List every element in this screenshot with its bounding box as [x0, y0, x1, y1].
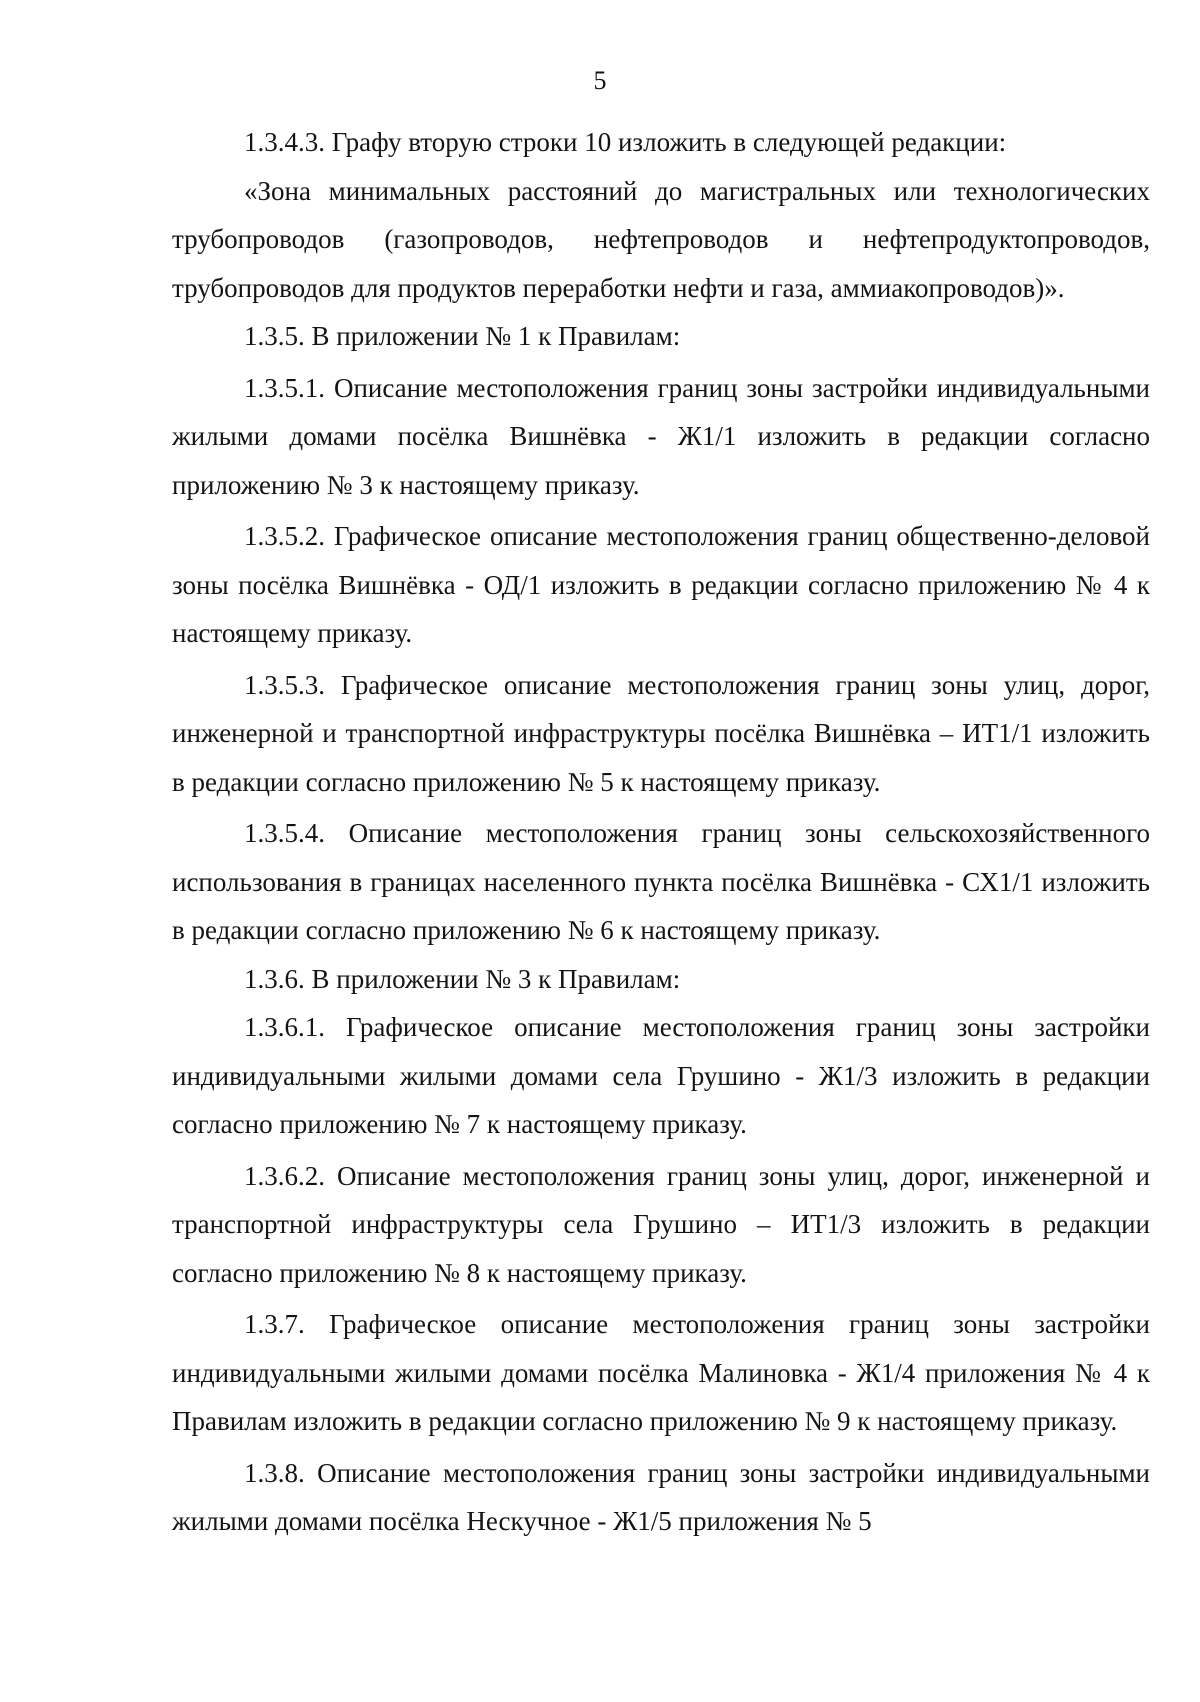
paragraph-1-3-6-2: 1.3.6.2. Описание местоположения границ зоны улиц, дорог, инженерной и транспортной инфраструктуры села Грушино – ИТ1/3 изложить в редакции согласно приложению № 8 к настоящему приказу.	[172, 1160, 1150, 1288]
paragraph-zone-quote: «Зона минимальных расстояний до магистральных или технологических трубопроводов (газопроводов, нефтепроводов и нефтепродуктопроводов, трубопроводов для продуктов переработки нефти и газа, аммиакопроводов)».	[172, 175, 1150, 303]
paragraph-1-3-5-3: 1.3.5.3. Графическое описание местоположения границ зоны улиц, дорог, инженерной и транспортной инфраструктуры посёлка Вишнёвка – ИТ1/1 изложить в редакции согласно приложению № 5 к настоящему приказу.	[172, 669, 1150, 797]
paragraph-1-3-5-1: 1.3.5.1. Описание местоположения границ зоны застройки индивидуальными жилыми домами посёлка Вишнёвка - Ж1/1 изложить в редакции согласно приложению № 3 к настоящему приказу.	[172, 372, 1150, 500]
page-number: 5	[593, 66, 607, 95]
paragraph-1-3-8: 1.3.8. Описание местоположения границ зоны застройки индивидуальными жилыми домами посёлка Нескучное - Ж1/5 приложения № 5	[172, 1457, 1150, 1536]
paragraph-1-3-6: 1.3.6. В приложении № 3 к Правилам:	[244, 963, 681, 994]
document-body	[172, 118, 1150, 1546]
paragraph-1-3-5-4: 1.3.5.4. Описание местоположения границ зоны сельскохозяйственного использования в границах населенного пункта посёлка Вишнёвка - СХ1/1 изложить в редакции согласно приложению № 6 к настоящему приказу.	[172, 818, 1150, 945]
paragraph-1-3-4-3: 1.3.4.3. Графу вторую строки 10 изложить в следующей редакции:	[244, 127, 1007, 157]
paragraph-1-3-5: 1.3.5. В приложении № 1 к Правилам:	[244, 321, 681, 351]
paragraph-1-3-7: 1.3.7. Графическое описание местоположения границ зоны застройки индивидуальными жилыми домами посёлка Малиновка - Ж1/4 приложения № 4 к Правилам изложить в редакции согласно приложению № 9 к настоящему приказу.	[172, 1309, 1150, 1436]
paragraph-1-3-6-1: 1.3.6.1. Графическое описание местоположения границ зоны застройки индивидуальными жилыми домами села Грушино - Ж1/3 изложить в редакции согласно приложению № 7 к настоящему приказу.	[172, 1012, 1150, 1139]
paragraph-1-3-5-2: 1.3.5.2. Графическое описание местоположения границ общественно-деловой зоны посёлка Вишнёвка - ОД/1 изложить в редакции согласно приложению № 4 к настоящему приказу.	[172, 521, 1150, 648]
